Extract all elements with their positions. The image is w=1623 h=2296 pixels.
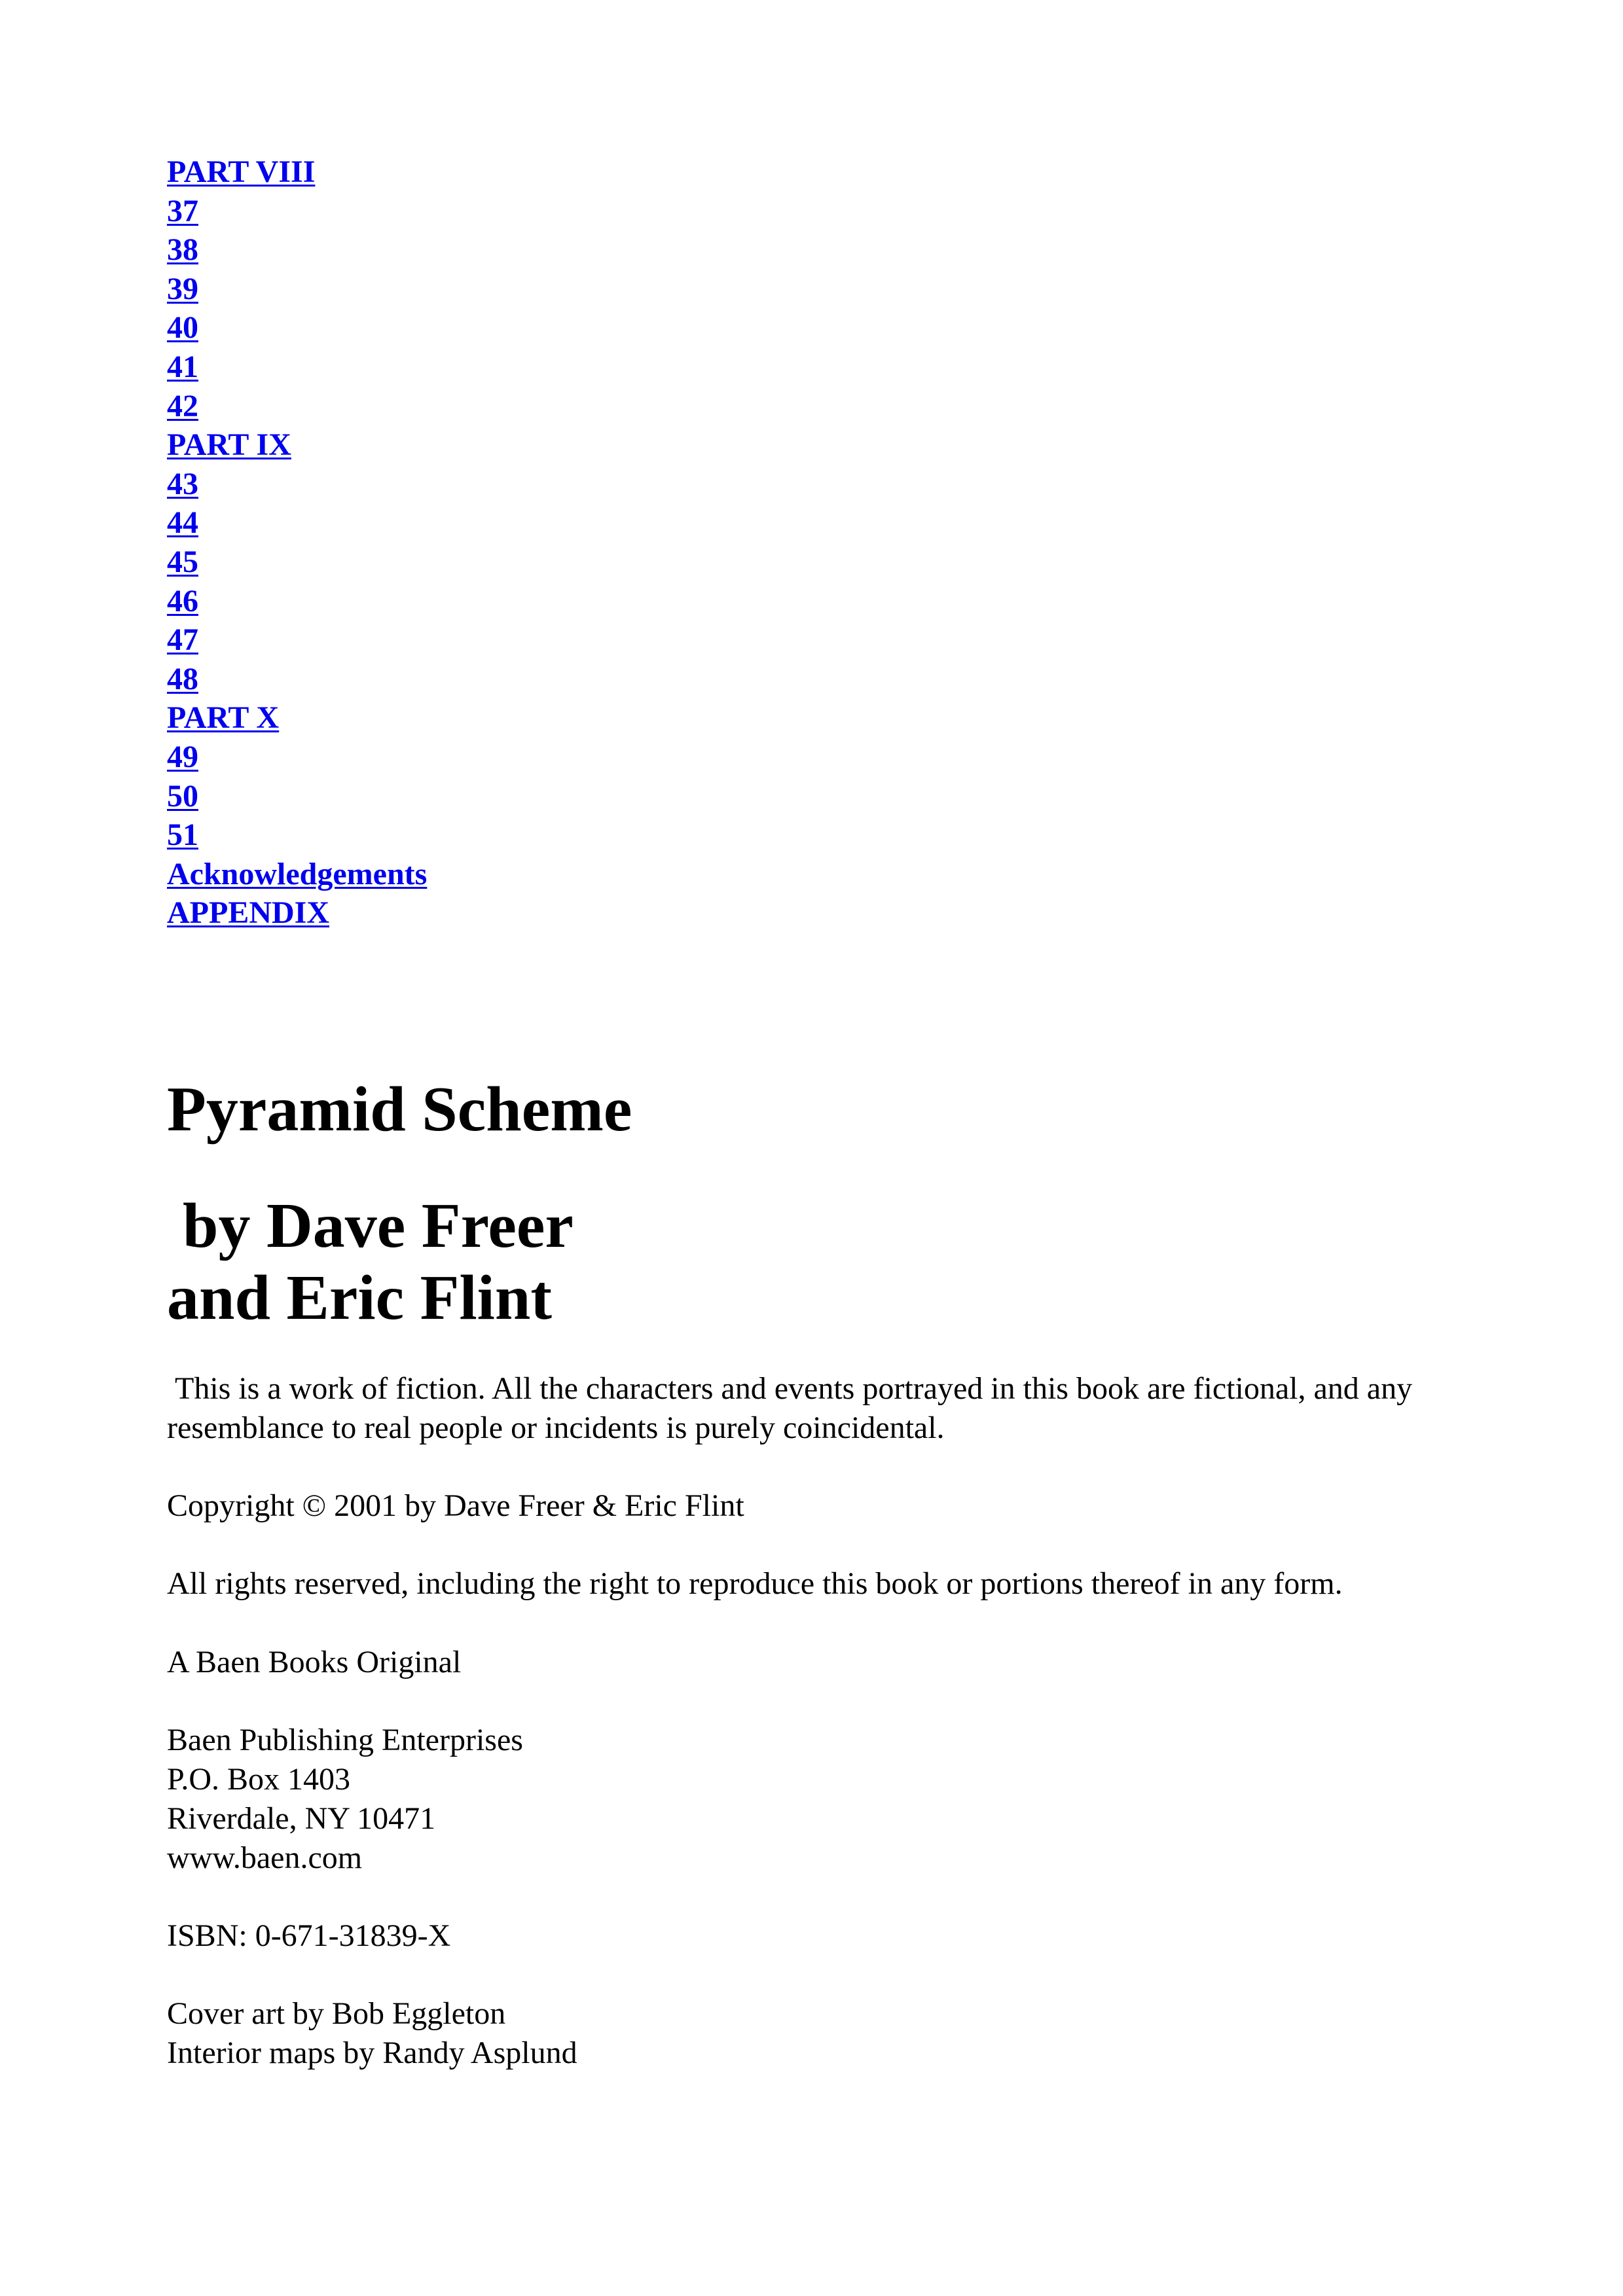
cover-art-credit: Cover art by Bob Eggleton [167, 1996, 506, 2031]
author-line-1: by Dave Freer [183, 1191, 574, 1261]
copyright-notice: Copyright © 2001 by Dave Freer & Eric Flint [167, 1488, 744, 1523]
toc-item [167, 192, 427, 231]
isbn: ISBN: 0-671-31839-X [167, 1918, 451, 1953]
toc-item [167, 582, 427, 621]
toc-item [167, 387, 427, 426]
toc-link-part-viii[interactable]: PART VIII [167, 154, 316, 189]
toc-link-chapter-51[interactable]: 51 [167, 817, 198, 853]
toc-link-chapter-49[interactable]: 49 [167, 739, 198, 774]
book-title: Pyramid Scheme [167, 1074, 632, 1145]
toc-item [167, 698, 427, 738]
toc-link-part-x[interactable]: PART X [167, 700, 280, 736]
disclaimer-line-1: This is a work of fiction. All the characters and events portrayed in this book are fictional, and any [175, 1371, 1413, 1406]
interior-maps-credit: Interior maps by Randy Asplund [167, 2036, 577, 2070]
baen-original: A Baen Books Original [167, 1645, 462, 1679]
toc-link-chapter-47[interactable]: 47 [167, 622, 198, 658]
toc-link-chapter-38[interactable]: 38 [167, 232, 198, 268]
toc-link-chapter-46[interactable]: 46 [167, 583, 198, 619]
toc-item [167, 308, 427, 348]
toc-link-chapter-39[interactable]: 39 [167, 271, 198, 306]
toc-link-chapter-43[interactable]: 43 [167, 466, 198, 501]
toc-link-part-ix[interactable]: PART IX [167, 427, 291, 463]
toc-item [167, 270, 427, 309]
toc-link-acknowledgements[interactable]: Acknowledgements [167, 856, 428, 891]
toc-item [167, 503, 427, 543]
fiction-disclaimer [167, 1369, 1412, 1448]
toc-item [167, 893, 427, 933]
publisher-po-box: P.O. Box 1403 [167, 1762, 351, 1797]
author-line-2: and Eric Flint [167, 1263, 553, 1333]
toc-item [167, 425, 427, 465]
toc-item [167, 230, 427, 270]
toc-link-chapter-37[interactable]: 37 [167, 193, 198, 228]
toc-item [167, 348, 427, 387]
publisher-name: Baen Publishing Enterprises [167, 1723, 523, 1757]
toc-link-chapter-50[interactable]: 50 [167, 778, 198, 814]
toc-link-chapter-44[interactable]: 44 [167, 505, 198, 541]
rights-notice: All rights reserved, including the right to reproduce this book or portions thereof in any form. [167, 1566, 1343, 1601]
toc-link-chapter-41[interactable]: 41 [167, 349, 198, 384]
toc-item [167, 543, 427, 582]
toc-link-chapter-48[interactable]: 48 [167, 661, 198, 696]
disclaimer-line-2: resemblance to real people or incidents is purely coincidental. [167, 1410, 945, 1445]
table-of-contents [167, 152, 427, 933]
toc-link-chapter-40[interactable]: 40 [167, 310, 198, 346]
toc-link-chapter-45[interactable]: 45 [167, 544, 198, 579]
toc-item [167, 660, 427, 699]
toc-link-chapter-42[interactable]: 42 [167, 388, 198, 423]
toc-item [167, 816, 427, 855]
toc-item [167, 855, 427, 894]
publisher-city: Riverdale, NY 10471 [167, 1801, 436, 1836]
toc-item [167, 777, 427, 816]
toc-item [167, 620, 427, 660]
publisher-website: www.baen.com [167, 1840, 363, 1875]
toc-item [167, 152, 427, 192]
toc-link-appendix[interactable]: APPENDIX [167, 895, 329, 931]
toc-item [167, 465, 427, 504]
publisher-address [167, 1721, 523, 1878]
book-authors [167, 1190, 574, 1334]
credits [167, 1994, 577, 2073]
toc-item [167, 738, 427, 777]
